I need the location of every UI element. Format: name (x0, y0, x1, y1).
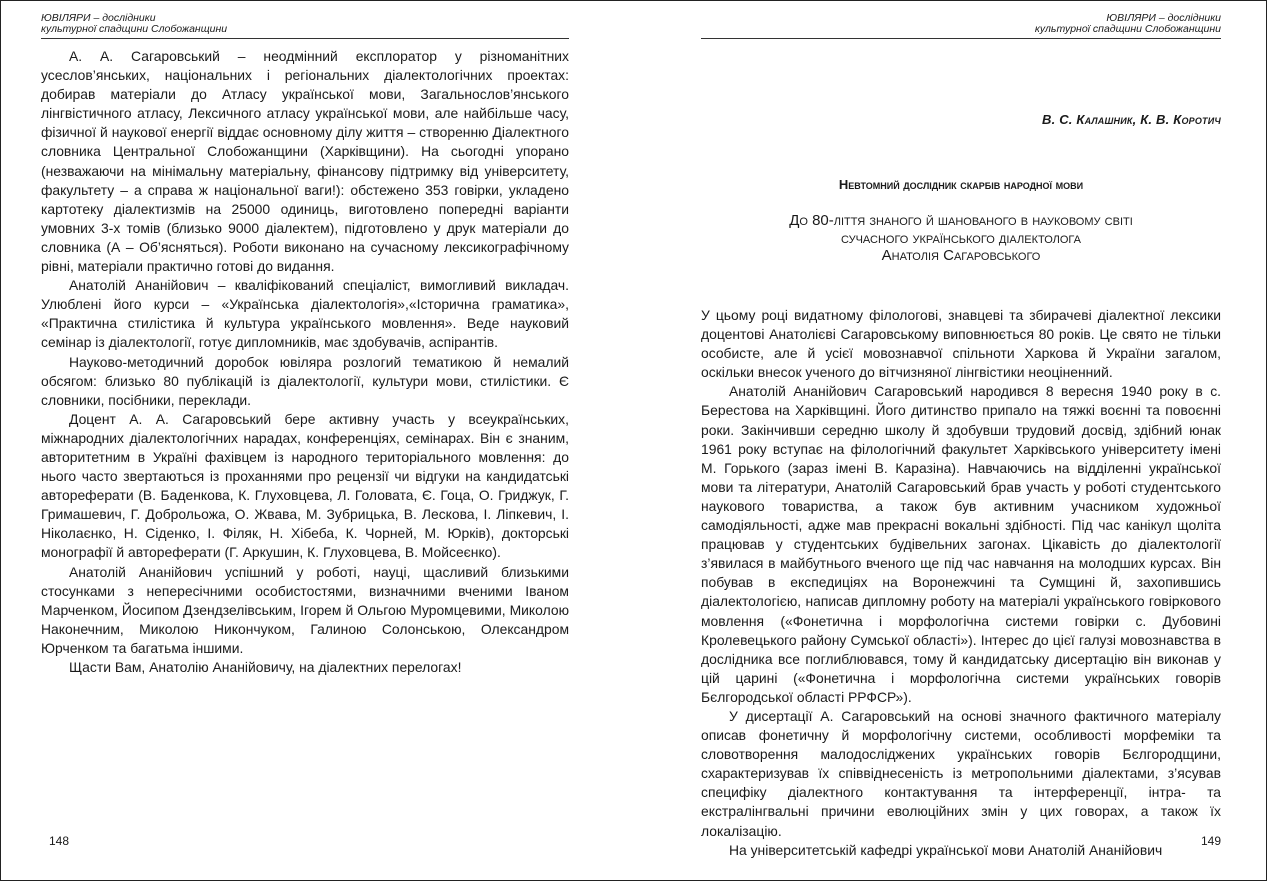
page-number: 149 (1200, 834, 1221, 848)
running-header (701, 13, 1221, 39)
page-number: 148 (49, 834, 70, 848)
body-text (701, 306, 1221, 860)
subtitle-line-3: Анатолія Сагаровського (881, 247, 1041, 264)
right-page (701, 1, 1221, 880)
paragraph: Доцент А. А. Сагаровський бере активну участь у всеукраїнських, міжнародних діалектологічних нарадах, конференціях, семінарах. Він є знаним, авторитетним в Україні фахівцем із народного територіального мовлення: до нього часто звертаються із проханнями про рецензії чи відгуки на кандидатські автореферати (В. Баденкова, К. Глуховцева, Л. Головата, Є. Гоца, О. Гриджук, Г. Гримашевич, Г. Доброльожа, О. Жвава, М. Зубрицька, В. Лескова, І. Ліпкевич, І. Ніколаєнко, Н. Сіденко, І. Філяк, Н. Хібеба, К. Чорней, М. Юрків), докторські монографії й автореферати (Г. Аркушин, К. Глуховцева, В. Мойсеєнко). (41, 410, 569, 561)
running-header (41, 13, 569, 39)
article-subtitle (701, 212, 1221, 265)
paragraph: А. А. Сагаровський – неодмінний експлоратор у різноманітних усеслов’янських, національних і регіональних діалектологічних проектах: добирав матеріали до Атласу української мови, Загальнослов’янського лінгвістичного атласу, Лексичного атласу української мови, але найбільше часу, фізичної й наукової енергії віддає основному ділу життя – створенню Діалектного словника Центральної Слобожанщини (Харківщини). На сьогодні упорано (незважаючи на мінімальну матеріальну, фінансову підтримку від університету, факультету – а справа ж національної ваги!): обстежено 353 говірки, укладено картотеку діалектизмів на 25000 одиниць, виготовлено попередні варіанти умовних 3-х томів (близько 9000 діалектем), підготовлено у друк матеріали до словника (А – Об’ясняться). Роботи виконано на сучасному лексикографічному рівні, матеріали практично готові до видання. (41, 48, 569, 275)
paragraph: На університетській кафедрі української мови Анатолій Ананійович (729, 841, 1163, 858)
paragraph: Анатолій Ананійович Сагаровський народився 8 вересня 1940 року в с. Берестова на Харківщині. Його дитинство припало на тяжкі воєнні та повоєнні роки. Закінчивши середню школу й здобувши трудовий досвід, здібний юнак 1961 року вступає на філологічний факультет Харківського університету імені М. Горького (зараз імені В. Каразіна). Навчаючись на відділенні української мови та літератури, Анатолій Сагаровський брав участь у роботі студентського наукового товариства, а також був активним учасником художньої самодіяльності, адже мав прекрасні вокальні здібності. Під час канікул щоліта працював у студентських будівельних загонах. Цікавість до діалектології з’явилася в майбутнього вченого ще під час навчання на молодших курсах. Він побував в експедиціях на Воронежчині та Сумщині й, захопившись діалектологією, написав дипломну роботу на матеріалі українського говіркового мовлення («Фонетична і морфологічна системи говірки с. Дубовині Кролевецького району Сумської області»). Інтерес до цієї галузі мовознавства в дослідника все поглиблювався, тому й кандидатську дисертацію він виконав у цій царині («Фонетична і морфологічна системи українських говорів Бєлгородської області РРФСР»). (701, 383, 1221, 705)
left-page (41, 1, 569, 880)
paragraph: Анатолій Ананійович – кваліфікований спеціаліст, вимогливий викладач. Улюблені його курси – «Українська діалектологія»,«Історична граматика», «Практична стилістика й культура українського мовлення». Веде науковий семінар із діалектології, готує дипломників, має здобувачів, аспірантів. (41, 277, 569, 351)
body-text (41, 47, 569, 677)
header-line-1: ЮВІЛЯРИ – дослідники (41, 12, 156, 24)
paragraph: Анатолій Ананійович успішний у роботі, науці, щасливий близькими стосунками з непересічними особистостями, визначними вченими Іваном Марченком, Йосипом Дзендзелівським, Ігорем й Ольгою Муромцевими, Миколою Наконечним, Миколою Никончуком, Галиною Солонською, Олександром Юрченком та багатьма іншими. (41, 563, 569, 656)
article-authors: В. С. Калашник, К. В. Коротич (1041, 112, 1221, 127)
paragraph: Щасти Вам, Анатолію Ананійовичу, на діалектних перелогах! (69, 659, 462, 675)
paragraph: У цьому році видатному філологові, знавцеві та збирачеві діалектної лексики доцентові Анатолієві Сагаровському виповнюється 80 років. Це свято не тільки особисте, але й усієї мовознавчої спільноти Харкова й України загалом, оскільки внесок ученого до вітчизняної лінгвістики неоціненний. (701, 307, 1221, 381)
subtitle-line-2: сучасного українського діалектолога (841, 229, 1081, 247)
header-line-1: ЮВІЛЯРИ – дослідники (1106, 12, 1221, 24)
subtitle-line-1: До 80-ліття знаного й шанованого в науковому світі (789, 212, 1133, 229)
header-line-2: культурної спадщини Слобожанщини (1034, 23, 1221, 35)
paragraph: У дисертації А. Сагаровський на основі значного фактичного матеріалу описав фонетичну й морфологічну системи, особливості морфеміки та словотворення малодосліджених українських говорів Бєлгородщини, схарактеризував їх співвіднесеність із метропольними діалектами, з’ясував специфіку діалектного контактування та інтерференції, інтра- та екстралінгвальні причини еволюційних змін у цих говорах, а також їх локалізацію. (701, 707, 1221, 839)
article-title: Невтомний дослідник скарбів народної мови (838, 177, 1084, 192)
header-line-2: культурної спадщини Слобожанщини (41, 23, 228, 35)
paragraph: Науково-методичний доробок ювіляра розлогий тематикою й немалий обсягом: близько 80 публікацій із діалектології, культури мови, стилістики. Є словники, посібники, переклади. (41, 353, 569, 408)
